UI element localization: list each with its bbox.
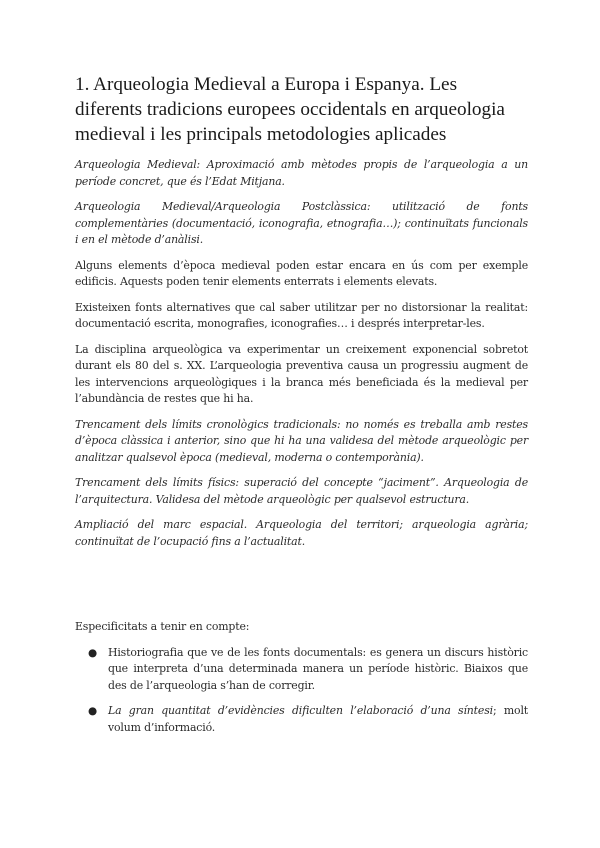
paragraph-medieval-elements: Alguns elements d’època medieval poden estar encara en ús com per exemple edificis. Aquests poden tenir elements enterrats i elements elevats. [75, 258, 528, 288]
list-item [75, 703, 528, 736]
page-title: 1. Arqueologia Medieval a Europa i Espanya. Les diferents tradicions europees occidentals en arqueologia medieval i les principals metodologies aplicades [75, 74, 505, 145]
paragraph-chronological-limits: Trencament dels límits cronològics tradicionals: no només es treballa amb restes d’època clàssica i anterior, sino que hi ha una validesa del mètode arqueològic per analitzar qualsevol època (medieval, moderna o contemporània). [75, 417, 528, 464]
list-item-rest-text: ; molt volum d’informació. [108, 704, 529, 734]
list-item [75, 645, 528, 695]
list-item-text [108, 703, 528, 736]
bullet-icon: ● [88, 705, 98, 717]
specifics-heading: Especificitats a tenir en compte: [75, 620, 250, 633]
bullet-icon: ● [88, 646, 98, 659]
spacer [75, 559, 528, 619]
paragraph-definition-postclassical: Arqueologia Medieval/Arqueologia Postclàssica: utilització de fonts complementàries (documentació, iconografia, etnografia…); continuïtats funcionals i en el mètode d’anàlisi. [75, 200, 528, 246]
paragraph-definition-medieval: Arqueologia Medieval: Aproximació amb mètodes propis de l’arqueologia a un període concret, que és l’Edat Mitjana. [75, 158, 528, 188]
list-item-italic-text: La gran quantitat d’evidències dificulten l’elaboració d’una síntesi [108, 704, 493, 717]
specifics-list [75, 645, 528, 737]
paragraph-discipline-growth: La disciplina arqueològica va experimentar un creixement exponencial sobretot durant els 80 del s. XX. L’arqueologia preventiva causa un progressiu augment de les intervencions arqueològiques i la branca més beneficiada és la medieval per l’abundància de restes que hi ha. [75, 342, 528, 405]
paragraph-spatial-frame: Ampliació del marc espacial. Arqueologia del territori; arqueologia agrària; continuïtat de l’ocupació fins a l’actualitat. [75, 518, 528, 548]
paragraph-physical-limits: Trencament dels límits físics: superació del concepte “jaciment”. Arqueologia de l’arquitectura. Validesa del mètode arqueològic per qualsevol estructura. [75, 476, 528, 506]
list-item-text: Historiografia que ve de les fonts documentals: es genera un discurs històric que interpreta d’una determinada manera un període històric. Biaixos que des de l’arqueologia s’han de corregir. [108, 645, 528, 692]
paragraph-alternative-sources: Existeixen fonts alternatives que cal saber utilitzar per no distorsionar la realitat: documentació escrita, monografies, iconografies… i després interpretar-les. [75, 300, 528, 330]
